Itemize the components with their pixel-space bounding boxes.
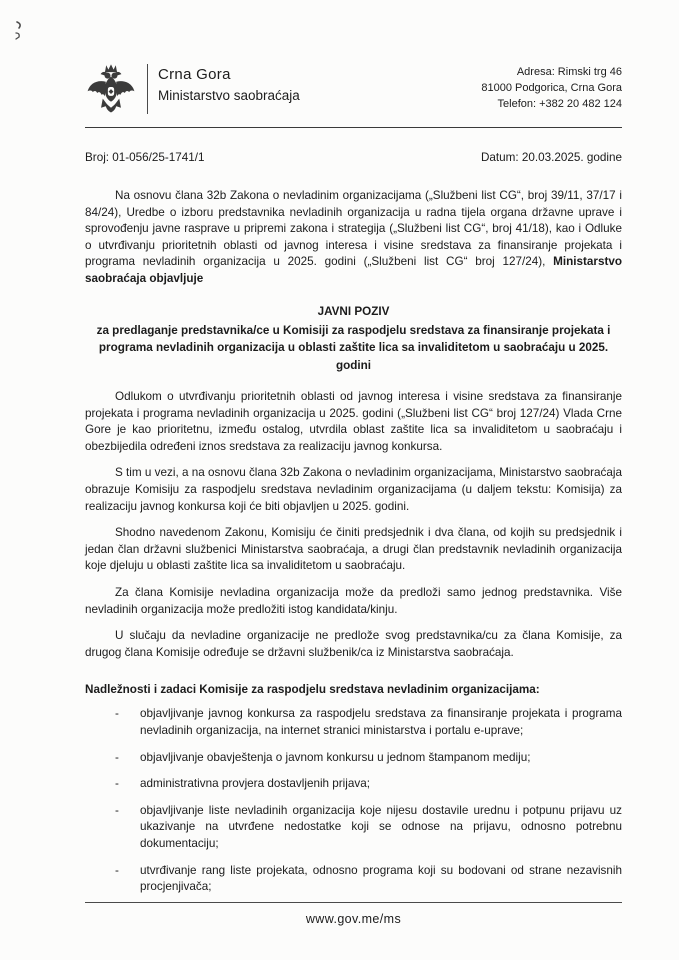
intro-paragraph bbox=[85, 188, 622, 288]
bullet-dash: - bbox=[115, 707, 119, 721]
document-title: JAVNI POZIV bbox=[317, 304, 390, 318]
address-block bbox=[481, 62, 622, 113]
duty-text: objavljivanje javnog konkursa za raspodjelu sredstava za finansiranje projekata i programa nevladinih organizacija, na internet stranici ministarstva i portalu e-uprave; bbox=[140, 707, 622, 738]
ministry-name: Ministarstvo saobraćaja bbox=[158, 88, 300, 103]
bullet-dash: - bbox=[115, 863, 119, 877]
body-paragraph: Shodno navedenom Zakonu, Komisiju će činiti predsjednik i dva člana, od kojih su predsjednik i jedan član državni službenici Ministarstva saobraćaja, a drugi član predstavnik nevladinih organizacija koje djeluju u oblasti zaštite lica sa invaliditetom u saobraćaju. bbox=[85, 526, 622, 573]
meta-row bbox=[85, 151, 622, 164]
duty-text: utvrđivanje rang liste projekata, odnosno programa koji su bodovani od strane nezavisnih procjenjivača; bbox=[140, 863, 622, 894]
duty-list-item bbox=[85, 750, 622, 767]
document-number: Broj: 01-056/25-1741/1 bbox=[85, 151, 205, 164]
duty-text: objavljivanje liste nevladinih organizacija koje nijesu dostavile urednu i potpunu prijavu uz ukazivanje na utvrđene nedostatke koji se odnose na prijavu, odnosno potrebnu dokumentaciju; bbox=[140, 803, 622, 851]
address-line-city: 81000 Podgorica, Crna Gora bbox=[481, 81, 622, 94]
handwritten-scan-mark-icon bbox=[13, 20, 31, 47]
duties-heading: Nadležnosti i zadaci Komisije za raspodjelu sredstava nevladinim organizacijama: bbox=[85, 683, 540, 697]
issuer-block bbox=[158, 62, 300, 103]
bullet-dash: - bbox=[115, 803, 119, 817]
header-rule bbox=[85, 127, 622, 128]
body-paragraph: S tim u vezi, a na osnovu člana 32b Zakona o nevladinim organizacijama, Ministarstvo saobraćaja obrazuje Komisiju za raspodjelu sredstava nevladinim organizacijama (u daljem tekstu: Komisija) za realizaciju javnog konkursa koji će biti objavljen u 2025. godini. bbox=[85, 466, 622, 513]
montenegro-coat-of-arms-icon bbox=[85, 62, 137, 117]
bullet-dash: - bbox=[115, 777, 119, 791]
duty-list-item bbox=[85, 706, 622, 739]
intro-text: Na osnovu člana 32b Zakona o nevladinim organizacijama („Službeni list CG“, broj 39/11, 37/17 i 84/24), Uredbe o izboru predstavnika nevladinih organizacija u radna tijela organa državne uprave i sprovođenju javne rasprave u pripremi zakona i strategija („Službeni list CG“, broj 41/18), kao i Odluke o utvrđivanju prioritetnih oblasti od javnog interesa i visine sredstava za finansiranje projekata i programa nevladinih organizacija u 2025. godini („Službeni list CG“ broj 127/24), bbox=[85, 189, 622, 269]
body-paragraph: Odlukom o utvrđivanju prioritetnih oblasti od javnog interesa i visine sredstava za finansiranje projekata i programa nevladinih organizacija u 2025. godini („Službeni list CG“ broj 127/24) Vlada Crne Gore je kao prioritetnu, između ostalog, utvrdila oblast zaštite lica sa invaliditetom u saobraćaju i obezbijedila određeni iznos sredstava za realizaciju javnog konkursa. bbox=[85, 389, 622, 453]
footer-url: www.gov.me/ms bbox=[305, 912, 402, 926]
duty-list-item bbox=[85, 863, 622, 896]
address-line-phone: Telefon: +382 20 482 124 bbox=[497, 97, 622, 110]
document-subtitle: za predlaganje predstavnika/ce u Komisiji za raspodjelu sredstava za finansiranje projekata i programa nevladinih organizacija u oblasti zaštite lica sa invaliditetom u saobraćaju u 2025. godini bbox=[96, 323, 611, 372]
document-date: Datum: 20.03.2025. godine bbox=[480, 151, 622, 164]
address-line-street: Adresa: Rimski trg 46 bbox=[516, 66, 622, 78]
country-name: Crna Gora bbox=[158, 66, 231, 83]
document-content bbox=[85, 0, 622, 896]
duty-list-item bbox=[85, 803, 622, 853]
intro-bold-text: Ministarstvo saobraćaja objavljuje bbox=[85, 255, 622, 286]
document-title-block bbox=[85, 303, 622, 374]
duty-text: objavljivanje obavještenja o javnom konkursu u jednom štampanom mediju; bbox=[140, 750, 531, 764]
body-paragraph: Za člana Komisije nevladina organizacija može da predloži samo jednog predstavnika. Više nevladinih organizacija može predložiti istog kandidata/kinju. bbox=[85, 586, 622, 616]
letterhead-divider bbox=[147, 64, 148, 114]
letterhead bbox=[85, 62, 622, 117]
bullet-dash: - bbox=[115, 750, 119, 764]
duty-list-item bbox=[85, 776, 622, 793]
duty-text: administrativna provjera dostavljenih prijava; bbox=[140, 777, 370, 791]
body-paragraph: U slučaju da nevladine organizacije ne predlože svog predstavnika/cu za člana Komisije, za drugog člana Komisije određuje se državni službenik/ca iz Ministarstva saobraćaja. bbox=[85, 629, 622, 659]
page-footer bbox=[85, 902, 622, 928]
